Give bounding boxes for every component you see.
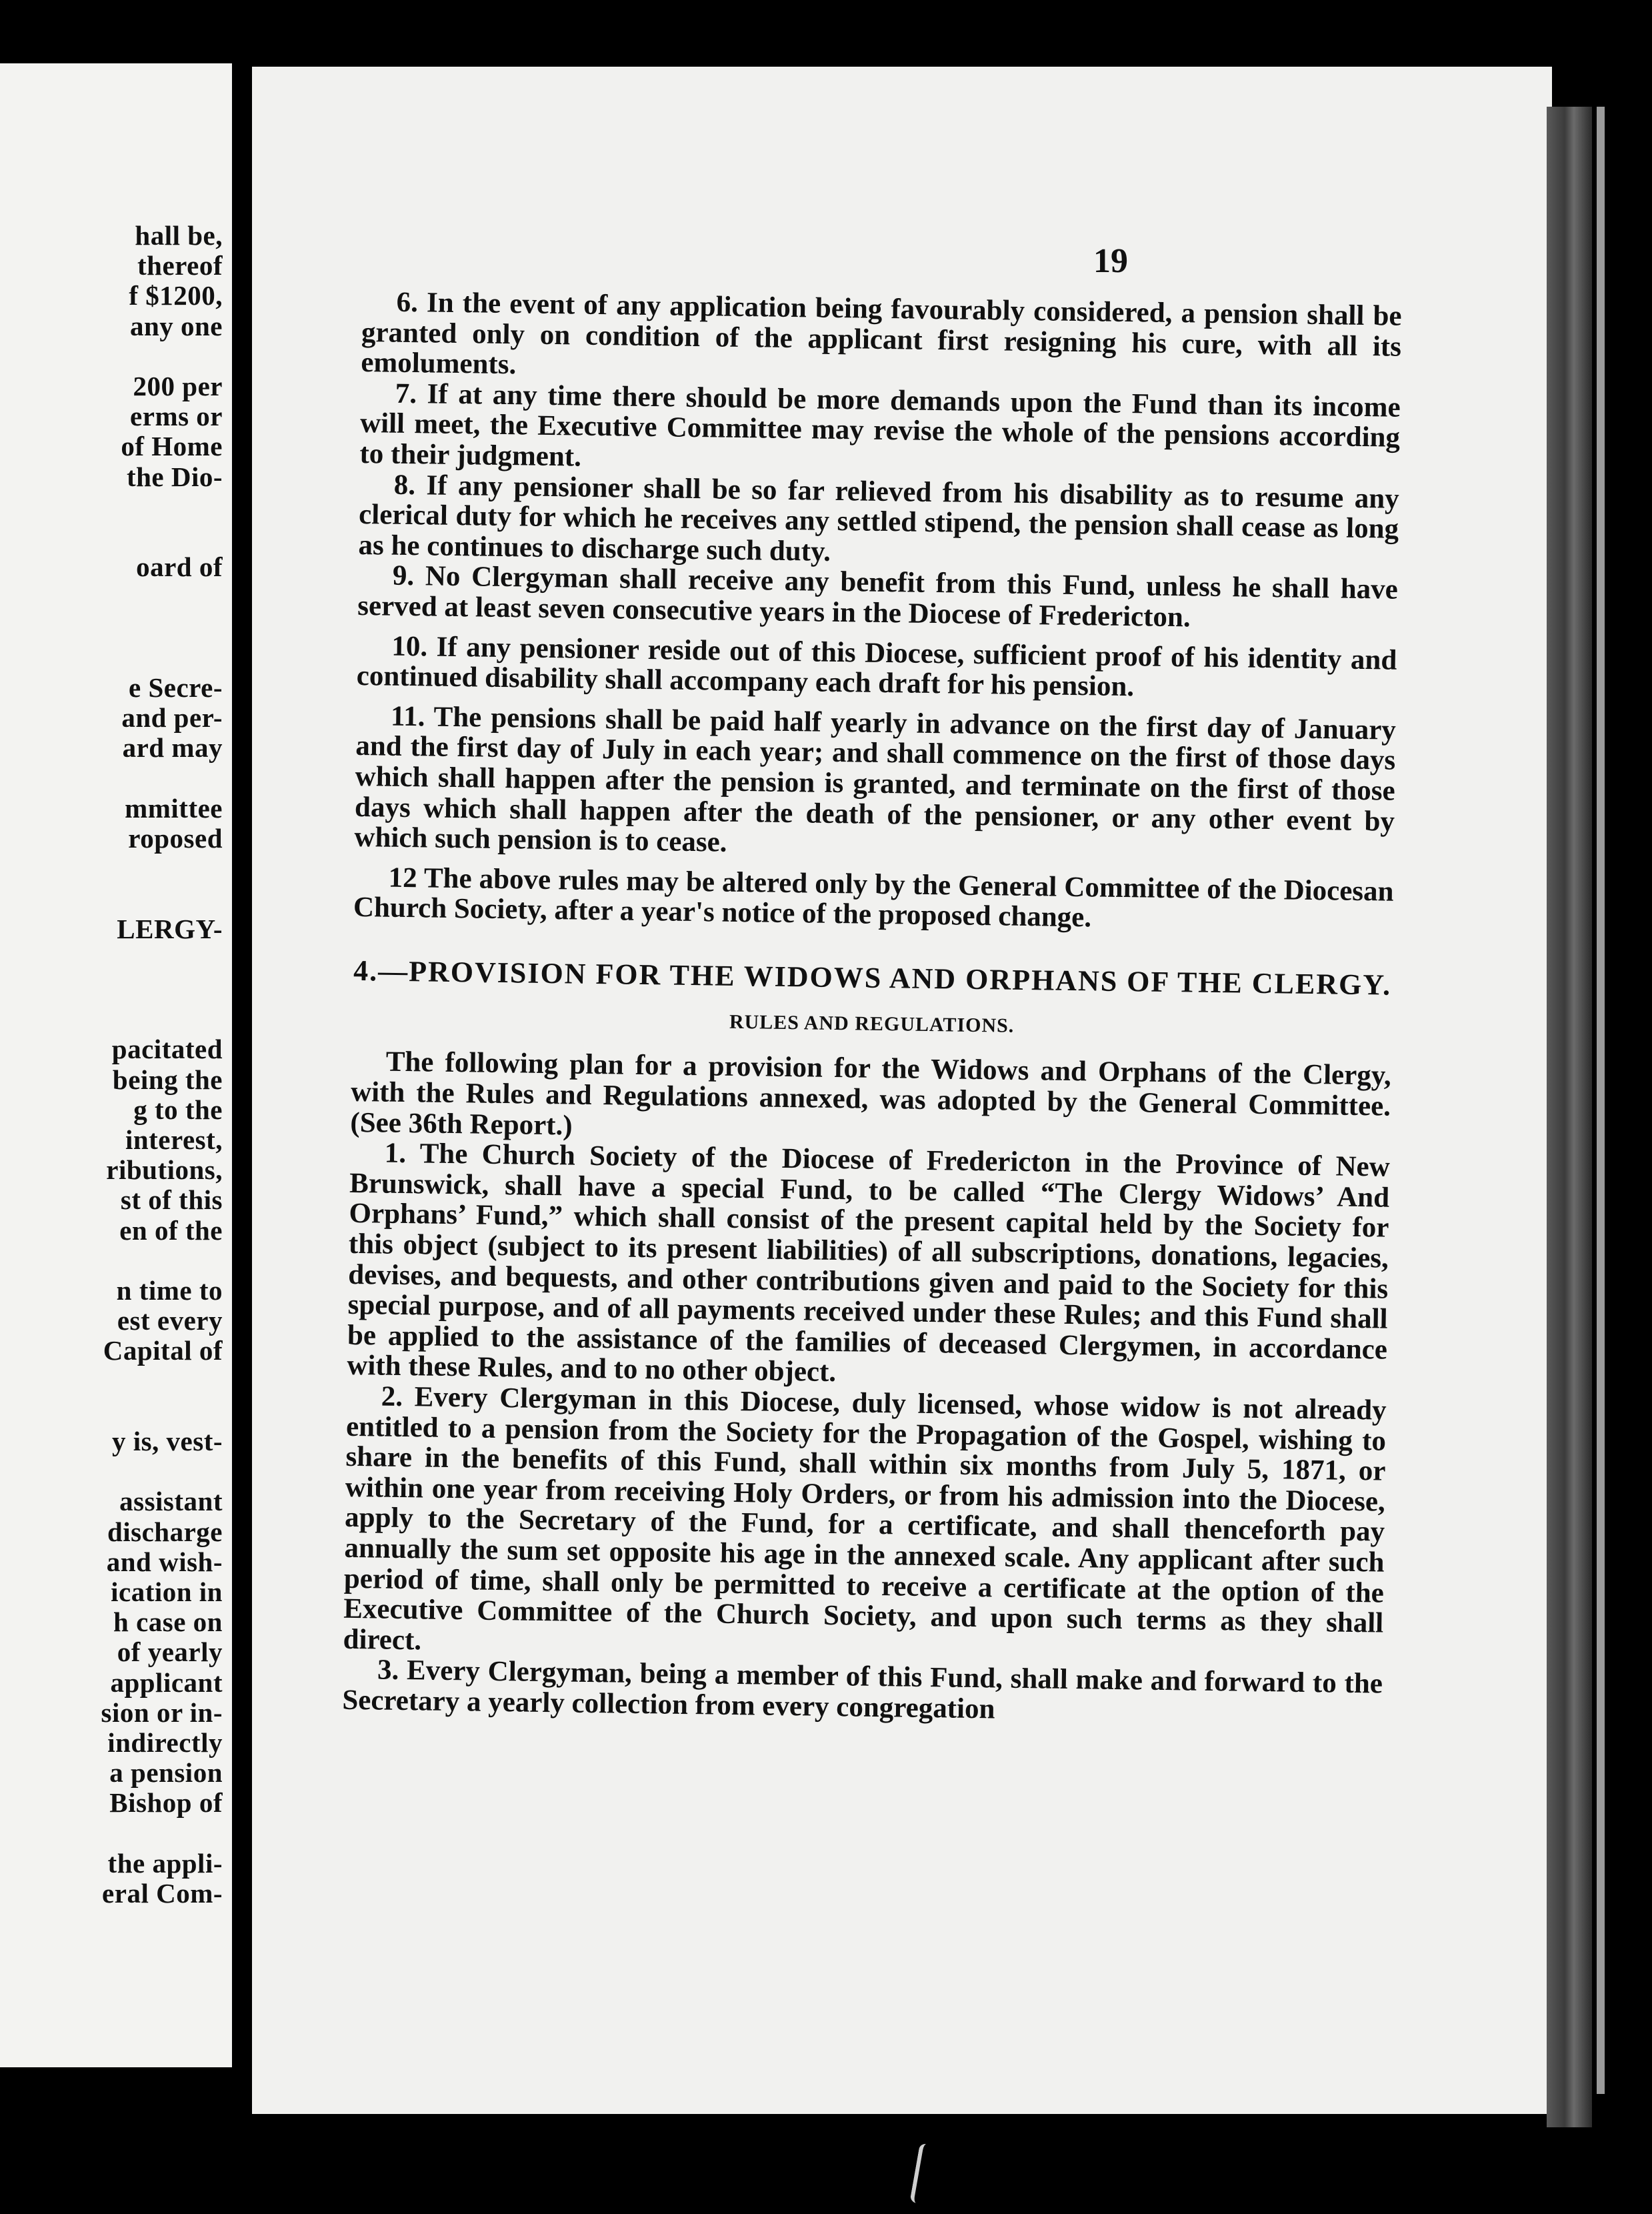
document-page xyxy=(252,67,1552,2114)
left-page-line: Capital of xyxy=(103,1335,223,1366)
left-page-line: 200 per xyxy=(133,371,223,401)
left-page-line: n time to xyxy=(116,1275,223,1306)
left-page-line: g to the xyxy=(133,1094,223,1125)
left-page-line: ication in xyxy=(111,1576,223,1607)
left-page-line: ard may xyxy=(122,732,223,764)
left-page-line: pacitated xyxy=(111,1034,223,1065)
page-number: 19 xyxy=(1093,242,1128,280)
subheading: RULES AND REGULATIONS. xyxy=(729,1010,1015,1037)
left-page-line: of Home xyxy=(121,431,223,462)
left-page-line: applicant xyxy=(110,1667,223,1698)
rule-paragraph: 2. Every Clergyman in this Diocese, duly licensed, whose widow is not already entitled to a pension from the Society for the Propagation of the Gospel, wishing to share in the benefits of this Fund, shall within six months from July 5, 1871, or within one year from receiving Holy Orders, or from his admission into the Diocese, apply to the Secretary of the Fund, for a certificate, and shall thenceforth pay annually the sum set opposite his age in the annexed scale. Any applicant after such period of time, shall only be permitted to receive a certificate at the option of the Executive Committee of the Church Society, and upon such terms as they shall direct. xyxy=(343,1380,1387,1656)
rule-paragraph: 7. If at any time there should be more demands upon the Fund than its income will meet, the Executive Committee may revise the whole of the pensions according to their judgment. xyxy=(359,377,1401,473)
left-page-line: of yearly xyxy=(117,1636,223,1668)
left-page-line: y is, vest- xyxy=(111,1426,223,1456)
left-page-line: f $1200, xyxy=(129,280,223,311)
left-page-line: and wish- xyxy=(106,1546,223,1577)
page-edge-shadow xyxy=(1547,107,1592,2127)
rule-paragraph: 8. If any pensioner shall be so far relieved from his disability as to resume any clerical duty for which he receives any settled stipend, the pension shall cease as long as he continues to discharge such duty. xyxy=(358,469,1400,568)
left-page-line: est every xyxy=(117,1305,223,1336)
left-page-line: the Dio- xyxy=(126,461,223,492)
rule-paragraph: 10. If any pensioner reside out of this Diocese, sufficient proof of his identity and continued disability shall accompany each draft for his pension. xyxy=(356,630,1397,703)
left-page-line: and per- xyxy=(121,702,223,734)
left-page-line: erms or xyxy=(130,401,223,432)
rule-paragraph: 1. The Church Society of the Diocese of Fredericton in the Province of New Brunswick, shall have a special Fund, to be called “The Clergy Widows’ And Orphans’ Fund,” which shall consist of the present capital held by the Society for this object (subject to its present liabilities) of all subscriptions, donations, legacies, devises, and bequests, and other contributions given and paid to the Society for this special purpose, and of all payments received under these Rules; and this Fund shall be applied to the assistance of the families of deceased Clergymen, in accordance with these Rules, and to no other object. xyxy=(347,1137,1391,1388)
left-page-line: a pension xyxy=(109,1757,223,1789)
page-edge-strip xyxy=(1597,107,1605,2094)
left-page-line: ributions, xyxy=(106,1154,223,1186)
left-page-line: h case on xyxy=(113,1606,223,1638)
rule-paragraph: 9. No Clergyman shall receive any benefit from this Fund, unless he shall have served at least seven consecutive years in the Diocese of Fredericton. xyxy=(357,560,1399,634)
scan-artifact-mark xyxy=(909,2143,938,2205)
body-text xyxy=(342,287,1402,1730)
section-heading: 4.—PROVISION FOR THE WIDOWS AND ORPHANS OF THE CLERGY. xyxy=(353,954,1392,1002)
left-page-line: being the xyxy=(112,1064,223,1095)
left-page-line: e Secre- xyxy=(129,672,223,703)
left-page-line: interest, xyxy=(125,1124,223,1155)
left-page-line: st of this xyxy=(120,1184,223,1216)
rule-paragraph: 11. The pensions shall be paid half yearly in advance on the first day of January and the first day of July in each year; and shall commence on the first of those days which shall happen after the pension is granted, and terminate on the first of those days which shall happen after the death of the pensioner, or any other event by which such pension is to cease. xyxy=(354,700,1397,858)
left-page-line: any one xyxy=(129,310,223,341)
left-page-line: discharge xyxy=(107,1516,223,1547)
intro-paragraph: The following plan for a provision for the Widows and Orphans of the Clergy, with the Rules and Regulations annexed, was adopted by the General Committee. (See 36th Report.) xyxy=(350,1046,1391,1142)
left-page-line: eral Com- xyxy=(102,1878,223,1909)
rule-paragraph: 6. In the event of any application being favourably considered, a pension shall be granted only on condition of the applicant first resigning his cure, with all its emoluments. xyxy=(361,286,1402,381)
left-page-line: oard of xyxy=(136,551,223,583)
left-page-line: the appli- xyxy=(107,1847,223,1879)
left-page-line: sion or in- xyxy=(101,1697,223,1728)
left-page-line: roposed xyxy=(128,823,223,854)
left-page-line: Bishop of xyxy=(109,1787,223,1819)
left-page-line: indirectly xyxy=(107,1727,223,1758)
left-page-fragment xyxy=(0,63,232,2067)
left-page-line: mmittee xyxy=(125,792,223,824)
left-page-line: hall be, xyxy=(135,220,223,251)
rule-paragraph: 12 The above rules may be altered only by the General Committee of the Diocesan Church Society, after a year's notice of the proposed change. xyxy=(353,862,1394,934)
left-page-line: thereof xyxy=(137,250,223,281)
rule-paragraph: 3. Every Clergyman, being a member of this Fund, shall make and forward to the Secretary a yearly collection from every congregation xyxy=(342,1654,1383,1725)
left-page-line: assistant xyxy=(119,1486,223,1517)
left-page-line: LERGY- xyxy=(117,913,223,944)
left-page-line: en of the xyxy=(119,1214,223,1246)
